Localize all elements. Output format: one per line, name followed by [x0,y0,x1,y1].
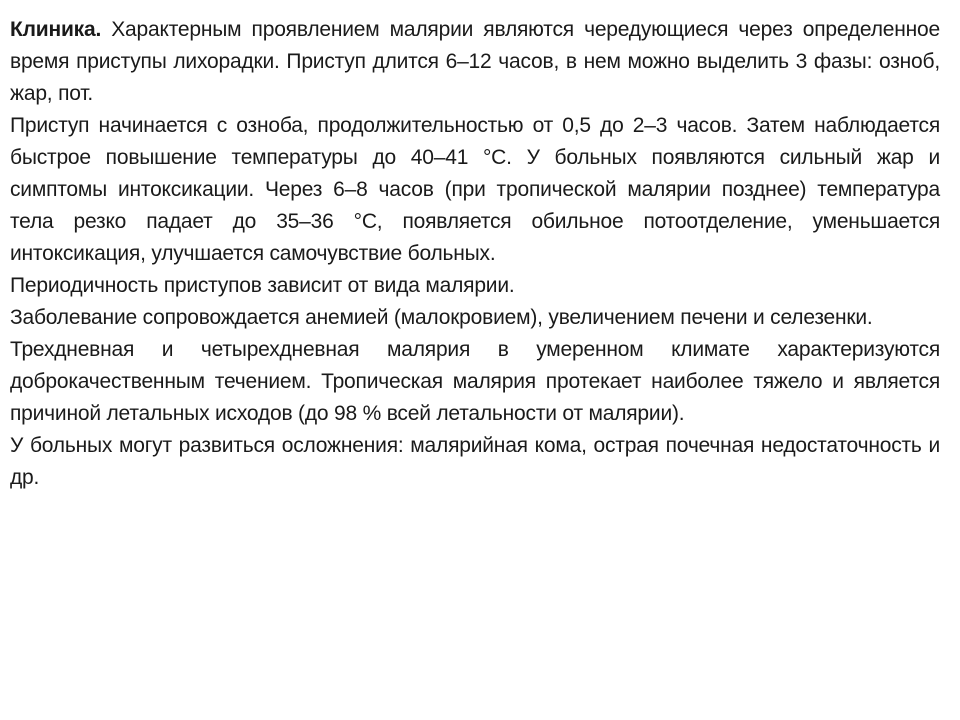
paragraph-periodicity [10,270,940,302]
paragraph-text: Заболевание сопровождается анемией (малокровием), увеличением печени и селезенки. [10,306,873,329]
paragraph-anemia [10,302,940,334]
paragraph-text: Периодичность приступов зависит от вида малярии. [10,274,515,297]
paragraph-attack-course [10,110,940,270]
paragraph-text: Трехдневная и четырехдневная малярия в умеренном климате характеризуются доброкачественным течением. Тропическая малярия протекает наиболее тяжело и является причиной летальных исходов (до 98 % всей летальности от малярии). [10,338,940,425]
paragraph-text: Характерным проявлением малярии являются чередующиеся через определенное время приступы лихорадки. Приступ длится 6–12 часов, в нем можно выделить 3 фазы: озноб, жар, пот. [10,18,940,105]
paragraph-text: Приступ начинается с озноба, продолжительностью от 0,5 до 2–3 часов. Затем наблюдается быстрое повышение температуры до 40–41 °С. У больных появляются сильный жар и симптомы интоксикации. Через 6–8 часов (при тропической малярии позднее) температура тела резко падает до 35–36 °С, появляется обильное потоотделение, уменьшается интоксикация, улучшается самочувствие больных. [10,114,940,265]
paragraph-text: У больных могут развиться осложнения: малярийная кома, острая почечная недостаточность и др. [10,434,940,489]
paragraph-lead-heading: Клиника. [10,18,102,41]
paragraph-clinic [10,14,940,110]
paragraph-complications [10,430,940,494]
slide-text-block [10,14,940,494]
paragraph-malaria-types [10,334,940,430]
